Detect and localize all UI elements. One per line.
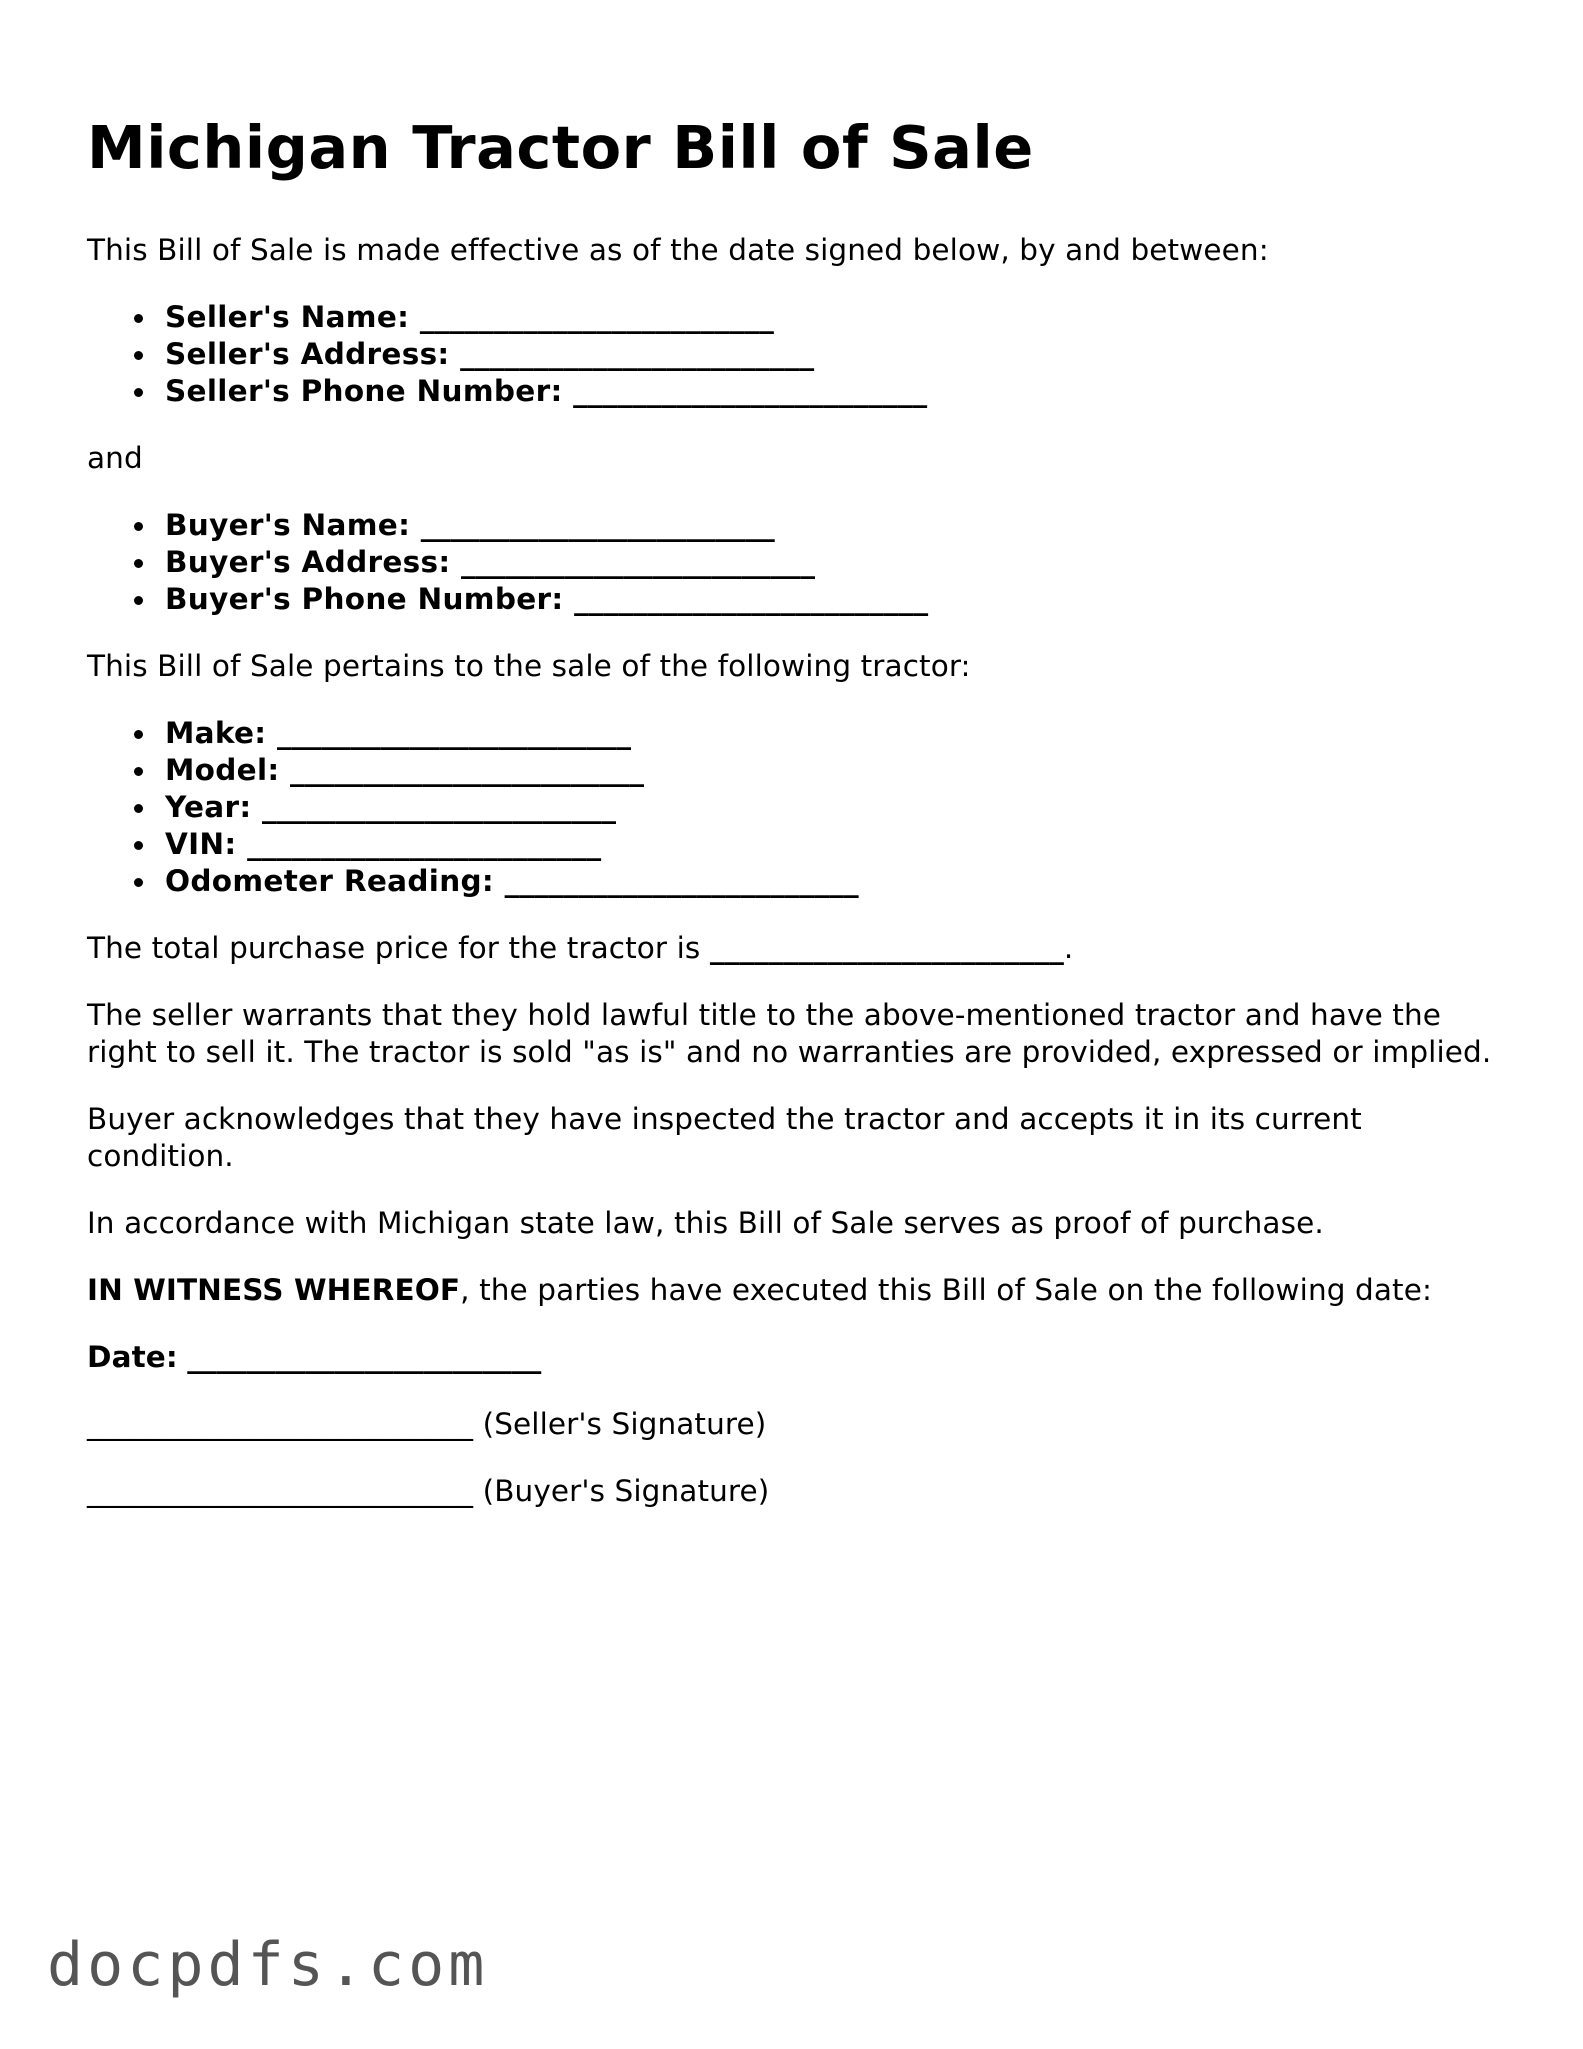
seller-signature-label: (Seller's Signature)	[482, 1407, 767, 1441]
seller-signature-line	[87, 1406, 1507, 1443]
field-label: Model:	[165, 753, 280, 787]
vin-field	[165, 826, 1507, 863]
blank-line: ________________________	[420, 508, 775, 542]
field-label: Seller's Name:	[165, 300, 410, 334]
tractor-intro-paragraph: This Bill of Sale pertains to the sale of the following tractor:	[87, 649, 971, 683]
buyer-fields-list	[87, 507, 1507, 618]
warranty-paragraph: The seller warrants that they hold lawful title to the above-mentioned tractor and have the right to sell it. The tractor is sold "as is" and no warranties are provided, expressed or implied.	[87, 998, 1492, 1069]
date-label: Date:	[87, 1340, 178, 1374]
date-blank-line: ________________________	[187, 1340, 542, 1374]
blank-line: ________________________	[574, 582, 929, 616]
blank-line: ________________________	[573, 374, 928, 408]
witness-text: , the parties have executed this Bill of Sale on the following date:	[460, 1273, 1433, 1307]
seller-phone-field	[165, 373, 1507, 410]
intro-paragraph: This Bill of Sale is made effective as of the date signed below, by and between:	[87, 233, 1269, 267]
price-paragraph	[87, 930, 1507, 967]
document-page	[87, 108, 1507, 1540]
price-period: .	[1063, 931, 1074, 965]
price-blank-line: ________________________	[709, 931, 1064, 965]
blank-line: ________________________	[461, 545, 816, 579]
watermark: docpdfs.com	[47, 1930, 489, 2000]
inspection-paragraph: Buyer acknowledges that they have inspected the tractor and accepts it in its current condition.	[87, 1102, 1362, 1173]
field-label: Year:	[165, 790, 252, 824]
tractor-fields-list	[87, 715, 1507, 900]
model-field	[165, 752, 1507, 789]
witness-paragraph	[87, 1272, 1507, 1309]
witness-heading: IN WITNESS WHEREOF	[87, 1273, 461, 1307]
blank-line: ________________________	[460, 337, 815, 371]
seller-address-field	[165, 336, 1507, 373]
and-text: and	[87, 441, 143, 475]
buyer-signature-line	[87, 1473, 1507, 1510]
buyer-name-field	[165, 507, 1507, 544]
signature-blank-line: __________________________	[87, 1407, 474, 1441]
date-line	[87, 1339, 1507, 1376]
buyer-address-field	[165, 544, 1507, 581]
blank-line: ________________________	[247, 827, 602, 861]
blank-line: ________________________	[290, 753, 645, 787]
field-label: Buyer's Phone Number:	[165, 582, 564, 616]
field-label: Buyer's Address:	[165, 545, 451, 579]
buyer-signature-label: (Buyer's Signature)	[482, 1474, 770, 1508]
document-title: Michigan Tractor Bill of Sale	[87, 113, 1034, 182]
field-label: VIN:	[165, 827, 237, 861]
make-field	[165, 715, 1507, 752]
blank-line: ________________________	[419, 300, 774, 334]
blank-line: ________________________	[504, 864, 859, 898]
field-label: Seller's Address:	[165, 337, 450, 371]
blank-line: ________________________	[276, 716, 631, 750]
seller-fields-list	[87, 299, 1507, 410]
buyer-phone-field	[165, 581, 1507, 618]
field-label: Buyer's Name:	[165, 508, 411, 542]
seller-name-field	[165, 299, 1507, 336]
field-label: Make:	[165, 716, 267, 750]
field-label: Odometer Reading:	[165, 864, 495, 898]
odometer-field	[165, 863, 1507, 900]
blank-line: ________________________	[262, 790, 616, 824]
field-label: Seller's Phone Number:	[165, 374, 563, 408]
year-field	[165, 789, 1507, 826]
signature-blank-line: __________________________	[87, 1474, 474, 1508]
law-paragraph: In accordance with Michigan state law, this Bill of Sale serves as proof of purchase.	[87, 1206, 1324, 1240]
price-text: The total purchase price for the tractor is	[87, 931, 701, 965]
